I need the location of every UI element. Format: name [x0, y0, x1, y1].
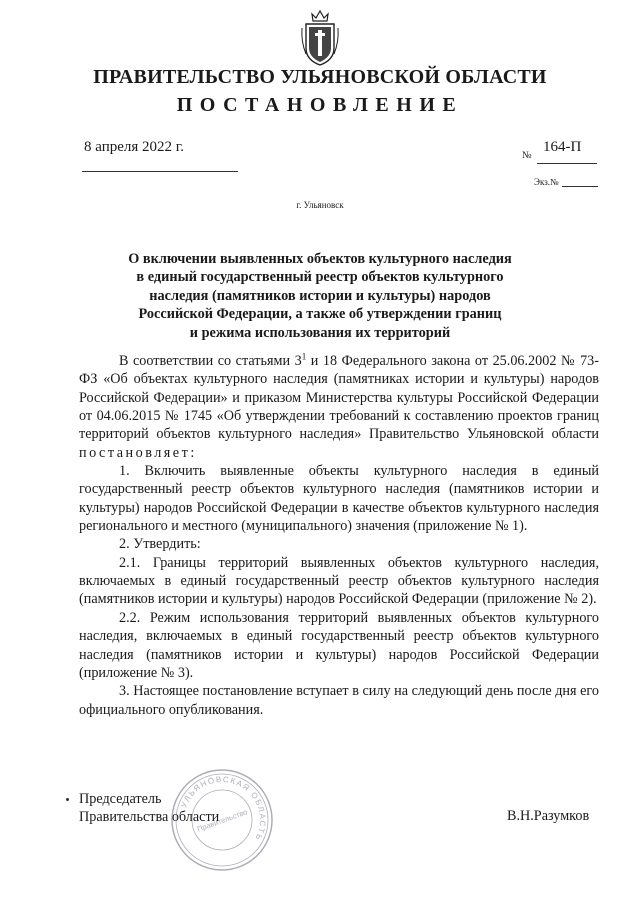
clause-2: 2. Утвердить: — [119, 536, 201, 553]
official-seal-stamp — [170, 768, 274, 872]
organization-title: ПРАВИТЕЛЬСТВО УЛЬЯНОВСКОЙ ОБЛАСТИ — [93, 66, 547, 88]
document-body — [79, 352, 599, 719]
article-superscript: 1 — [301, 351, 307, 362]
signer-name: В.Н.Разумков — [507, 808, 590, 824]
title-line: и режима использования их территорий — [189, 324, 451, 341]
clause-1: 1. Включить выявленные объекты культурного наследия в единый государственный реестр объектов культурного наследия (памятников истории и культуры) народов Российской Федерации в качестве объектов культурного наследия регионального и местного (муниципального) значения (приложение № 1). — [79, 463, 599, 535]
preamble-colon: : — [190, 444, 195, 461]
decree-word: постановляет — [79, 444, 191, 461]
stray-dot — [66, 798, 69, 801]
preamble-paragraph — [79, 352, 599, 462]
title-line: в единый государственный реестр объектов культурного — [136, 269, 504, 286]
document-type-heading: ПОСТАНОВЛЕНИЕ — [176, 94, 464, 116]
svg-text:Правительство: Правительство — [195, 807, 249, 834]
preamble-text-cont: и 18 Федерального закона от 25.06.2002 № 73-ФЗ «Об объектах культурного наследия (памятниках истории и культуры) народов Российской Федерации» и приказом Министерства культуры Российской Федерации от 04.06.2015 № 1745 «Об утверждении требований к составлению проектов границ территорий объектов культурного наследия» Правительство Ульяновской области — [79, 353, 599, 443]
copy-number-label: Экз.№ — [534, 177, 559, 187]
clause-3: 3. Настоящее постановление вступает в силу на следующий день после дня его официального опубликования. — [79, 683, 599, 718]
document-number: 164-П — [543, 139, 582, 155]
clause-2-1: 2.1. Границы территорий выявленных объектов культурного наследия, включаемых в единый государственный реестр объектов культурного наследия (памятников истории и культуры) народов Российской Федерации (приложение № 2). — [79, 554, 599, 608]
signer-position-line: Председатель — [79, 791, 162, 807]
number-label: № — [522, 150, 532, 161]
title-line: наследия (памятников истории и культуры) народов — [149, 287, 491, 304]
copy-number-underline — [562, 186, 598, 187]
title-line: О включении выявленных объектов культурного наследия — [128, 251, 512, 267]
signer-position-line: Правительства области — [79, 809, 220, 826]
number-underline — [537, 163, 597, 164]
title-line: Российской Федерации, а также об утверждении границ — [138, 306, 502, 323]
date-underline — [82, 171, 238, 172]
document-title — [120, 250, 520, 342]
document-date: 8 апреля 2022 г. — [84, 139, 184, 155]
clause-2-2: 2.2. Режим использования территорий выявленных объектов культурного наследия, включаемых в единый государственный реестр объектов культурного наследия (памятников истории и культуры) народов Российской Федерации (приложение № 3). — [79, 609, 599, 681]
svg-text:УЛЬЯНОВСКАЯ ОБЛАСТЬ: УЛЬЯНОВСКАЯ ОБЛАСТЬ — [179, 774, 268, 843]
coat-of-arms-emblem — [300, 8, 340, 68]
preamble-text: В соответствии со статьями 3 — [119, 353, 302, 369]
issue-city: г. Ульяновск — [296, 200, 344, 210]
